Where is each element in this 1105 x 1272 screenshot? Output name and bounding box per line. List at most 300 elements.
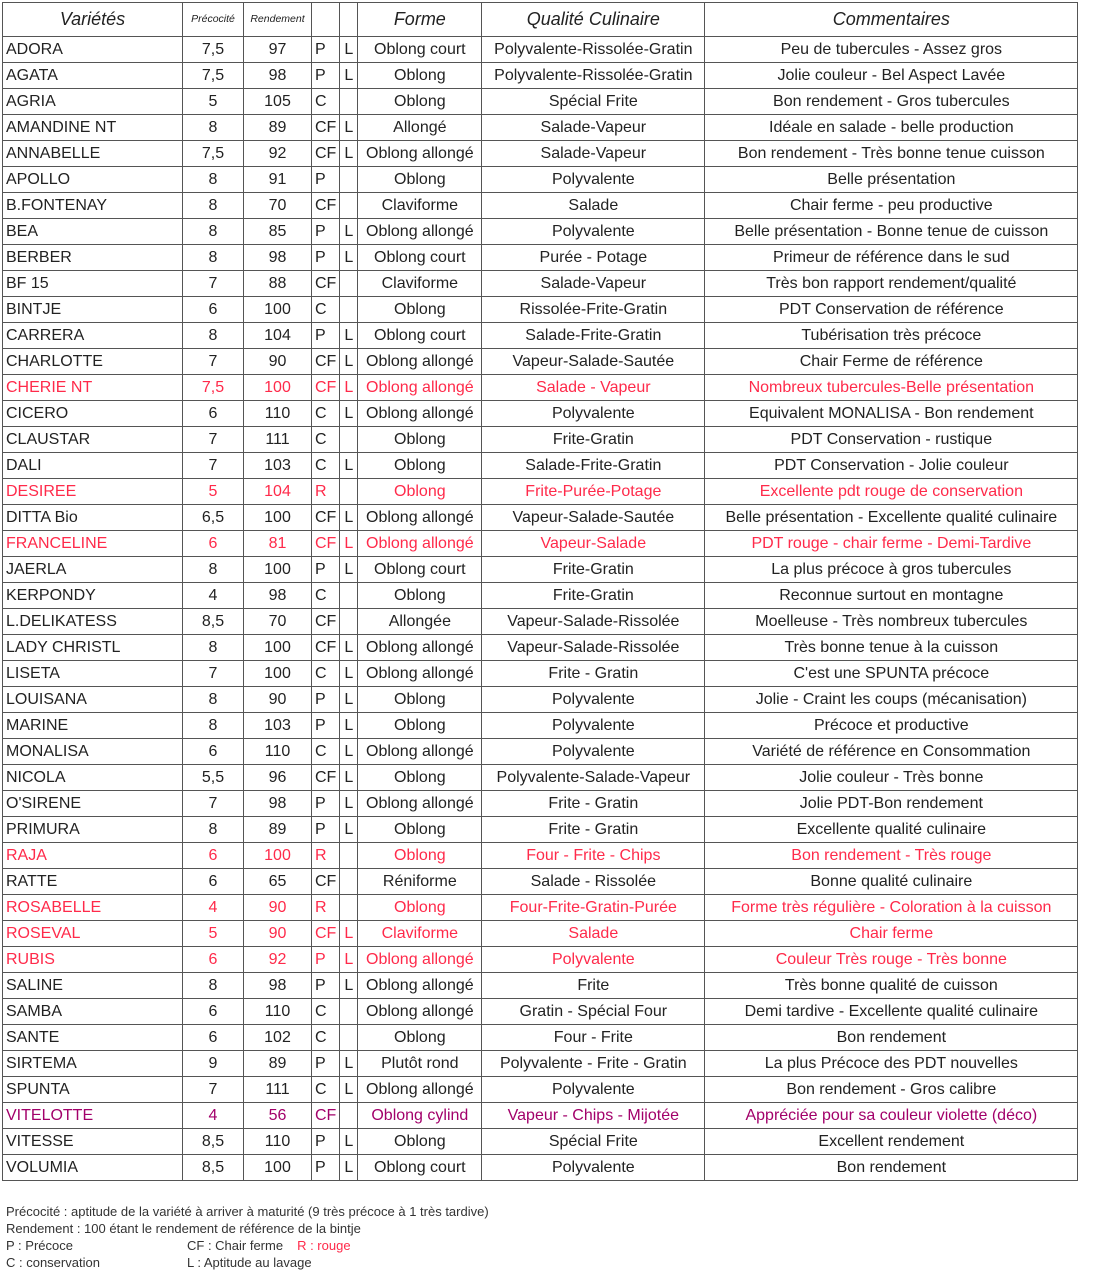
variety-cell: DESIREE	[3, 479, 183, 505]
lavage-cell: L	[340, 1129, 358, 1155]
rendement-cell: 88	[244, 271, 312, 297]
precocite-cell: 6	[183, 1025, 244, 1051]
qualite-cell: Salade-Vapeur	[482, 141, 705, 167]
variety-cell: DALI	[3, 453, 183, 479]
type-cell: P	[312, 323, 340, 349]
qualite-cell: Polyvalente	[482, 947, 705, 973]
lavage-cell	[340, 193, 358, 219]
precocite-cell: 8	[183, 167, 244, 193]
qualite-cell: Vapeur-Salade	[482, 531, 705, 557]
lavage-cell	[340, 427, 358, 453]
qualite-cell: Frite	[482, 973, 705, 999]
type-cell: C	[312, 999, 340, 1025]
forme-cell: Oblong allongé	[358, 635, 482, 661]
forme-cell: Oblong	[358, 1025, 482, 1051]
lavage-cell: L	[340, 219, 358, 245]
table-row	[3, 609, 1078, 635]
commentaire-cell: Jolie PDT-Bon rendement	[705, 791, 1078, 817]
precocite-cell: 8	[183, 973, 244, 999]
table-row	[3, 869, 1078, 895]
precocite-cell: 7	[183, 791, 244, 817]
forme-cell: Plutôt rond	[358, 1051, 482, 1077]
type-cell: CF	[312, 375, 340, 401]
table-row	[3, 713, 1078, 739]
forme-cell: Oblong	[358, 479, 482, 505]
legend-lavage: L : Aptitude au lavage	[187, 1255, 312, 1270]
qualite-cell: Four-Frite-Gratin-Purée	[482, 895, 705, 921]
precocite-cell: 5	[183, 89, 244, 115]
commentaire-cell: Très bonne tenue à la cuisson	[705, 635, 1078, 661]
variety-cell: BINTJE	[3, 297, 183, 323]
variety-cell: LOUISANA	[3, 687, 183, 713]
precocite-cell: 6	[183, 531, 244, 557]
lavage-cell	[340, 1025, 358, 1051]
commentaire-cell: Excellente pdt rouge de conservation	[705, 479, 1078, 505]
qualite-cell: Four - Frite - Chips	[482, 843, 705, 869]
precocite-cell: 7	[183, 349, 244, 375]
variety-cell: MARINE	[3, 713, 183, 739]
variety-cell: MONALISA	[3, 739, 183, 765]
qualite-cell: Polyvalente-Rissolée-Gratin	[482, 63, 705, 89]
variety-cell: AGRIA	[3, 89, 183, 115]
type-cell: CF	[312, 765, 340, 791]
lavage-cell	[340, 167, 358, 193]
precocite-cell: 8	[183, 323, 244, 349]
type-cell: CF	[312, 193, 340, 219]
lavage-cell	[340, 869, 358, 895]
rendement-cell: 90	[244, 349, 312, 375]
lavage-cell	[340, 271, 358, 297]
rendement-cell: 96	[244, 765, 312, 791]
qualite-cell: Polyvalente-Rissolée-Gratin	[482, 37, 705, 63]
rendement-cell: 98	[244, 63, 312, 89]
table-row	[3, 453, 1078, 479]
precocite-cell: 8,5	[183, 609, 244, 635]
forme-cell: Oblong	[358, 63, 482, 89]
precocite-cell: 8	[183, 219, 244, 245]
commentaire-cell: Bon rendement - Gros calibre	[705, 1077, 1078, 1103]
table-row	[3, 193, 1078, 219]
precocite-cell: 8,5	[183, 1155, 244, 1181]
variety-cell: JAERLA	[3, 557, 183, 583]
qualite-cell: Salade - Rissolée	[482, 869, 705, 895]
forme-cell: Oblong allongé	[358, 999, 482, 1025]
lavage-cell: L	[340, 323, 358, 349]
commentaire-cell: Excellente qualité culinaire	[705, 817, 1078, 843]
lavage-cell: L	[340, 765, 358, 791]
commentaire-cell: C'est une SPUNTA précoce	[705, 661, 1078, 687]
commentaire-cell: Bon rendement - Gros tubercules	[705, 89, 1078, 115]
commentaire-cell: Peu de tubercules - Assez gros	[705, 37, 1078, 63]
forme-cell: Oblong	[358, 297, 482, 323]
commentaire-cell: Chair ferme	[705, 921, 1078, 947]
table-row	[3, 141, 1078, 167]
qualite-cell: Spécial Frite	[482, 89, 705, 115]
forme-cell: Claviforme	[358, 921, 482, 947]
variety-cell: CHERIE NT	[3, 375, 183, 401]
type-cell: CF	[312, 141, 340, 167]
rendement-cell: 85	[244, 219, 312, 245]
lavage-cell	[340, 479, 358, 505]
type-cell: P	[312, 1051, 340, 1077]
commentaire-cell: Précoce et productive	[705, 713, 1078, 739]
qualite-cell: Frite - Gratin	[482, 661, 705, 687]
type-cell: CF	[312, 271, 340, 297]
precocite-cell: 6	[183, 401, 244, 427]
rendement-cell: 100	[244, 1155, 312, 1181]
rendement-cell: 105	[244, 89, 312, 115]
variety-cell: SPUNTA	[3, 1077, 183, 1103]
qualite-cell: Rissolée-Frite-Gratin	[482, 297, 705, 323]
rendement-cell: 110	[244, 739, 312, 765]
rendement-cell: 103	[244, 713, 312, 739]
variety-cell: AGATA	[3, 63, 183, 89]
variety-cell: SAMBA	[3, 999, 183, 1025]
lavage-cell: L	[340, 531, 358, 557]
lavage-cell	[340, 297, 358, 323]
precocite-cell: 8	[183, 115, 244, 141]
forme-cell: Oblong	[358, 895, 482, 921]
qualite-cell: Frite-Purée-Potage	[482, 479, 705, 505]
type-cell: P	[312, 167, 340, 193]
forme-cell: Oblong allongé	[358, 1077, 482, 1103]
precocite-cell: 6	[183, 999, 244, 1025]
qualite-cell: Polyvalente	[482, 401, 705, 427]
variety-cell: ANNABELLE	[3, 141, 183, 167]
variety-cell: ADORA	[3, 37, 183, 63]
variety-cell: ROSEVAL	[3, 921, 183, 947]
commentaire-cell: Equivalent MONALISA - Bon rendement	[705, 401, 1078, 427]
lavage-cell: L	[340, 739, 358, 765]
commentaire-cell: Très bonne qualité de cuisson	[705, 973, 1078, 999]
type-cell: CF	[312, 531, 340, 557]
table-row	[3, 999, 1078, 1025]
forme-cell: Oblong allongé	[358, 739, 482, 765]
legend	[6, 1203, 489, 1271]
table-row	[3, 1103, 1078, 1129]
qualite-cell: Frite-Gratin	[482, 583, 705, 609]
qualite-cell: Frite - Gratin	[482, 791, 705, 817]
type-cell: C	[312, 1077, 340, 1103]
table-row	[3, 843, 1078, 869]
lavage-cell: L	[340, 1051, 358, 1077]
type-cell: P	[312, 713, 340, 739]
variety-cell: RATTE	[3, 869, 183, 895]
qualite-cell: Gratin - Spécial Four	[482, 999, 705, 1025]
type-cell: P	[312, 63, 340, 89]
forme-cell: Oblong court	[358, 557, 482, 583]
table-row	[3, 739, 1078, 765]
variety-cell: VITELOTTE	[3, 1103, 183, 1129]
table-row	[3, 1025, 1078, 1051]
lavage-cell	[340, 1103, 358, 1129]
precocite-cell: 7,5	[183, 141, 244, 167]
type-cell: P	[312, 37, 340, 63]
forme-cell: Oblong allongé	[358, 791, 482, 817]
commentaire-cell: Excellent rendement	[705, 1129, 1078, 1155]
header-commentaires: Commentaires	[705, 3, 1078, 37]
forme-cell: Oblong	[358, 427, 482, 453]
precocite-cell: 7	[183, 661, 244, 687]
precocite-cell: 7,5	[183, 375, 244, 401]
type-cell: P	[312, 973, 340, 999]
rendement-cell: 97	[244, 37, 312, 63]
commentaire-cell: Jolie couleur - Très bonne	[705, 765, 1078, 791]
rendement-cell: 90	[244, 921, 312, 947]
type-cell: C	[312, 739, 340, 765]
rendement-cell: 100	[244, 661, 312, 687]
variety-cell: BF 15	[3, 271, 183, 297]
forme-cell: Oblong	[358, 583, 482, 609]
commentaire-cell: Très bon rapport rendement/qualité	[705, 271, 1078, 297]
type-cell: P	[312, 947, 340, 973]
rendement-cell: 98	[244, 583, 312, 609]
qualite-cell: Vapeur-Salade-Sautée	[482, 505, 705, 531]
qualite-cell: Salade - Vapeur	[482, 375, 705, 401]
rendement-cell: 92	[244, 947, 312, 973]
rendement-cell: 98	[244, 973, 312, 999]
forme-cell: Oblong cylind	[358, 1103, 482, 1129]
lavage-cell	[340, 843, 358, 869]
qualite-cell: Four - Frite	[482, 1025, 705, 1051]
precocite-cell: 9	[183, 1051, 244, 1077]
rendement-cell: 89	[244, 115, 312, 141]
type-cell: P	[312, 791, 340, 817]
table-row	[3, 1129, 1078, 1155]
lavage-cell: L	[340, 687, 358, 713]
forme-cell: Oblong allongé	[358, 219, 482, 245]
type-cell: P	[312, 1155, 340, 1181]
table-row	[3, 583, 1078, 609]
lavage-cell: L	[340, 947, 358, 973]
table-row	[3, 817, 1078, 843]
commentaire-cell: PDT Conservation de référence	[705, 297, 1078, 323]
lavage-cell: L	[340, 921, 358, 947]
table-row	[3, 89, 1078, 115]
rendement-cell: 111	[244, 1077, 312, 1103]
variety-cell: CICERO	[3, 401, 183, 427]
precocite-cell: 8	[183, 713, 244, 739]
table-row	[3, 297, 1078, 323]
commentaire-cell: Demi tardive - Excellente qualité culinaire	[705, 999, 1078, 1025]
forme-cell: Oblong allongé	[358, 141, 482, 167]
forme-cell: Oblong allongé	[358, 973, 482, 999]
commentaire-cell: Couleur Très rouge - Très bonne	[705, 947, 1078, 973]
type-cell: CF	[312, 1103, 340, 1129]
forme-cell: Réniforme	[358, 869, 482, 895]
forme-cell: Claviforme	[358, 193, 482, 219]
commentaire-cell: Belle présentation - Excellente qualité culinaire	[705, 505, 1078, 531]
rendement-cell: 100	[244, 505, 312, 531]
precocite-cell: 8	[183, 557, 244, 583]
commentaire-cell: Belle présentation	[705, 167, 1078, 193]
forme-cell: Oblong	[358, 843, 482, 869]
forme-cell: Oblong allongé	[358, 947, 482, 973]
forme-cell: Allongée	[358, 609, 482, 635]
type-cell: R	[312, 895, 340, 921]
precocite-cell: 7	[183, 271, 244, 297]
table-row	[3, 973, 1078, 999]
rendement-cell: 110	[244, 1129, 312, 1155]
qualite-cell: Salade	[482, 921, 705, 947]
type-cell: CF	[312, 349, 340, 375]
precocite-cell: 7	[183, 1077, 244, 1103]
type-cell: C	[312, 1025, 340, 1051]
rendement-cell: 100	[244, 557, 312, 583]
type-cell: P	[312, 687, 340, 713]
table-row	[3, 895, 1078, 921]
precocite-cell: 8	[183, 193, 244, 219]
precocite-cell: 8	[183, 817, 244, 843]
precocite-cell: 6	[183, 869, 244, 895]
variety-cell: SIRTEMA	[3, 1051, 183, 1077]
precocite-cell: 8,5	[183, 1129, 244, 1155]
qualite-cell: Polyvalente	[482, 739, 705, 765]
table-row	[3, 167, 1078, 193]
commentaire-cell: La plus précoce à gros tubercules	[705, 557, 1078, 583]
type-cell: C	[312, 89, 340, 115]
variety-cell: SALINE	[3, 973, 183, 999]
qualite-cell: Polyvalente	[482, 1155, 705, 1181]
commentaire-cell: Moelleuse - Très nombreux tubercules	[705, 609, 1078, 635]
legend-precoce: P : Précoce	[6, 1238, 73, 1253]
qualite-cell: Vapeur-Salade-Rissolée	[482, 609, 705, 635]
qualite-cell: Purée - Potage	[482, 245, 705, 271]
precocite-cell: 6	[183, 843, 244, 869]
rendement-cell: 102	[244, 1025, 312, 1051]
precocite-cell: 6	[183, 739, 244, 765]
precocite-cell: 7,5	[183, 37, 244, 63]
legend-chair-ferme: CF : Chair ferme	[187, 1238, 284, 1253]
lavage-cell: L	[340, 115, 358, 141]
rendement-cell: 70	[244, 609, 312, 635]
table-row	[3, 505, 1078, 531]
lavage-cell	[340, 609, 358, 635]
type-cell: C	[312, 297, 340, 323]
type-cell: CF	[312, 869, 340, 895]
qualite-cell: Frite-Gratin	[482, 427, 705, 453]
qualite-cell: Salade-Vapeur	[482, 271, 705, 297]
rendement-cell: 103	[244, 453, 312, 479]
forme-cell: Oblong	[358, 817, 482, 843]
table-row	[3, 791, 1078, 817]
precocite-cell: 8	[183, 687, 244, 713]
commentaire-cell: Bon rendement	[705, 1025, 1078, 1051]
forme-cell: Oblong	[358, 167, 482, 193]
type-cell: R	[312, 479, 340, 505]
commentaire-cell: Tubérisation très précoce	[705, 323, 1078, 349]
header-row	[3, 3, 1078, 37]
lavage-cell: L	[340, 557, 358, 583]
commentaire-cell: PDT Conservation - Jolie couleur	[705, 453, 1078, 479]
type-cell: CF	[312, 609, 340, 635]
variety-cell: NICOLA	[3, 765, 183, 791]
qualite-cell: Polyvalente	[482, 1077, 705, 1103]
table-row	[3, 479, 1078, 505]
forme-cell: Claviforme	[358, 271, 482, 297]
type-cell: P	[312, 817, 340, 843]
precocite-cell: 5,5	[183, 765, 244, 791]
table-row	[3, 765, 1078, 791]
rendement-cell: 89	[244, 817, 312, 843]
lavage-cell: L	[340, 245, 358, 271]
variety-cell: BERBER	[3, 245, 183, 271]
forme-cell: Oblong	[358, 1129, 482, 1155]
table-row	[3, 1051, 1078, 1077]
variety-cell: AMANDINE NT	[3, 115, 183, 141]
variety-cell: CHARLOTTE	[3, 349, 183, 375]
lavage-cell: L	[340, 453, 358, 479]
rendement-cell: 98	[244, 245, 312, 271]
forme-cell: Oblong court	[358, 1155, 482, 1181]
type-cell: C	[312, 453, 340, 479]
forme-cell: Oblong court	[358, 245, 482, 271]
precocite-cell: 7	[183, 453, 244, 479]
rendement-cell: 104	[244, 479, 312, 505]
variety-cell: LISETA	[3, 661, 183, 687]
variety-cell: O'SIRENE	[3, 791, 183, 817]
rendement-cell: 104	[244, 323, 312, 349]
lavage-cell: L	[340, 1155, 358, 1181]
table-row	[3, 271, 1078, 297]
forme-cell: Oblong	[358, 687, 482, 713]
header-lavage	[340, 3, 358, 37]
commentaire-cell: Nombreux tubercules-Belle présentation	[705, 375, 1078, 401]
lavage-cell: L	[340, 505, 358, 531]
forme-cell: Oblong allongé	[358, 375, 482, 401]
lavage-cell: L	[340, 37, 358, 63]
type-cell: P	[312, 557, 340, 583]
variety-cell: RAJA	[3, 843, 183, 869]
forme-cell: Oblong	[358, 453, 482, 479]
header-forme: Forme	[358, 3, 482, 37]
variety-cell: PRIMURA	[3, 817, 183, 843]
legend-rouge: R : rouge	[297, 1238, 351, 1253]
forme-cell: Oblong	[358, 89, 482, 115]
lavage-cell: L	[340, 635, 358, 661]
qualite-cell: Vapeur - Chips - Mijotée	[482, 1103, 705, 1129]
varieties-table	[2, 2, 1078, 1181]
table-row	[3, 401, 1078, 427]
precocite-cell: 4	[183, 895, 244, 921]
type-cell: CF	[312, 115, 340, 141]
precocite-cell: 8	[183, 635, 244, 661]
rendement-cell: 90	[244, 687, 312, 713]
table-row	[3, 219, 1078, 245]
rendement-cell: 92	[244, 141, 312, 167]
qualite-cell: Vapeur-Salade-Sautée	[482, 349, 705, 375]
commentaire-cell: Bon rendement - Très rouge	[705, 843, 1078, 869]
lavage-cell: L	[340, 973, 358, 999]
commentaire-cell: Chair Ferme de référence	[705, 349, 1078, 375]
header-rendement: Rendement	[244, 3, 312, 37]
rendement-cell: 98	[244, 791, 312, 817]
qualite-cell: Polyvalente	[482, 219, 705, 245]
rendement-cell: 56	[244, 1103, 312, 1129]
type-cell: CF	[312, 635, 340, 661]
commentaire-cell: Jolie - Craint les coups (mécanisation)	[705, 687, 1078, 713]
type-cell: C	[312, 661, 340, 687]
varieties-sheet	[2, 2, 1078, 1181]
table-row	[3, 427, 1078, 453]
variety-cell: SANTE	[3, 1025, 183, 1051]
commentaire-cell: La plus Précoce des PDT nouvelles	[705, 1051, 1078, 1077]
lavage-cell	[340, 89, 358, 115]
rendement-cell: 100	[244, 843, 312, 869]
qualite-cell: Polyvalente	[482, 713, 705, 739]
table-row	[3, 323, 1078, 349]
header-type	[312, 3, 340, 37]
